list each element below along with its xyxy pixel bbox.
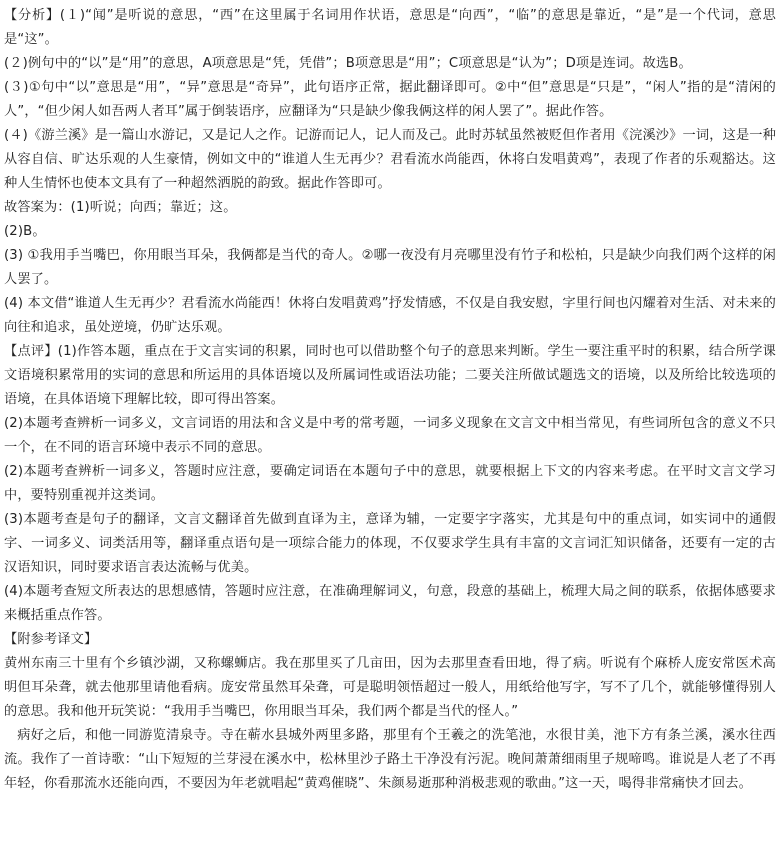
comment-part-4: (4)本题考查短文所表达的思想感情，答题时应注意，在准确理解词义，句意，段意的基础上，梳理大局之间的联系，依据体感要求来概括重点作答。 bbox=[4, 584, 776, 623]
comment-part-2b: (2)本题考查辨析一词多义，答题时应注意，要确定词语在本题句子中的意思，就要根据上下文的内容来考虑。在平时文言文学习中，要特别重视并这类词。 bbox=[4, 464, 776, 503]
comment-part-1: 【点评】(1)作答本题，重点在于文言实词的积累，同时也可以借助整个句子的意思来判断。学生一要注重平时的积累，结合所学课文语境积累常用的实词的意思和所运用的具体语境以及所属词性或语法功能；二要关注所做试题选文的语境，以及所给比较选项的语境，在具体语境下理解比较，即可得出答案。 bbox=[4, 344, 776, 407]
answer-2: (2)B。 bbox=[4, 224, 46, 239]
analysis-part-3: (３)①句中“以”意思是“用”，“异”意思是“奇异”，此句语序正常，据此翻译即可。②中“但”意思是“只是”，“闲人”指的是“清闲的人”，“但少闲人如吾两人者耳”属于倒装语序，应翻译为“只是缺少像我俩这样的闲人罢了”。据此作答。 bbox=[4, 80, 776, 119]
comment-part-2a: (2)本题考查辨析一词多义，文言词语的用法和含义是中考的常考题，一词多义现象在文言文中相当常见，有些词所包含的意义不只一个，在不同的语言环境中表示不同的意思。 bbox=[4, 416, 776, 455]
analysis-part-2: (２)例句中的“以”是“用”的意思，A项意思是“凭，凭借”；B项意思是“用”；C项意思是“认为”；D项是连词。故选B。 bbox=[4, 56, 692, 71]
analysis-part-4: (４)《游兰溪》是一篇山水游记，又是记人之作。记游而记人，记人而及己。此时苏轼虽然被贬但作者用《浣溪沙》一词，这是一种从容自信、旷达乐观的人生豪情，例如文中的“谁道人生无再少？君看流水尚能西，休将白发唱黄鸡”，表现了作者的乐观豁达。这种人生情怀也使本文具有了一种超然洒脱的韵致。据此作答即可。 bbox=[4, 128, 776, 191]
answer-4: (4) 本文借“谁道人生无再少？君看流水尚能西！休将白发唱黄鸡”抒发情感，不仅是自我安慰，字里行间也闪耀着对生活、对未来的向往和追求，虽处逆境，仍旷达乐观。 bbox=[4, 296, 776, 335]
translation-paragraph-1: 黄州东南三十里有个乡镇沙湖，又称螺蛳店。我在那里买了几亩田，因为去那里查看田地，得了病。听说有个麻桥人庞安常医术高明但耳朵聋，就去他那里请他看病。庞安常虽然耳朵聋，可是聪明领悟超过一般人，用纸给他写字，写不了几个，就能够懂得别人的意思。我和他开玩笑说：“我用手当嘴巴，你用眼当耳朵，我们两个都是当代的怪人。” bbox=[4, 656, 776, 719]
analysis-part-1: 【分析】(１)“闻”是听说的意思，“西”在这里属于名词用作状语，意思是“向西”，“临”的意思是靠近，“是”是一个代词，意思是“这”。 bbox=[4, 8, 776, 47]
answer-1: 故答案为：(1)听说；向西；靠近；这。 bbox=[4, 200, 237, 215]
translation-paragraph-2: 病好之后，和他一同游览清泉寺。寺在蕲水县城外两里多路，那里有个王羲之的洗笔池，水很甘美，池下方有条兰溪，溪水往西流。我作了一首诗歌：“山下短短的兰芽浸在溪水中，松林里沙子路土干净没有污泥。晚间萧萧细雨里子规啼鸣。谁说是人老了不再年轻，你看那流水还能向西，不要因为年老就唱起“黄鸡催晓”、朱颜易逝那种消极悲观的歌曲。”这一天，喝得非常痛快才回去。 bbox=[4, 728, 776, 791]
comment-part-3: (3)本题考查是句子的翻译，文言文翻译首先做到直译为主，意译为辅，一定要字字落实，尤其是句中的重点词，如实词中的通假字、一词多义、词类活用等，翻译重点语句是一项综合能力的体现，不仅要求学生具有丰富的文言词汇知识储备，还要有一定的古汉语知识，同时要求语言表达流畅与优美。 bbox=[4, 512, 776, 575]
answer-3: (3) ①我用手当嘴巴，你用眼当耳朵，我俩都是当代的奇人。②哪一夜没有月亮哪里没有竹子和松柏，只是缺少向我们两个这样的闲人罢了。 bbox=[4, 248, 776, 287]
translation-heading: 【附参考译文】 bbox=[4, 632, 98, 647]
